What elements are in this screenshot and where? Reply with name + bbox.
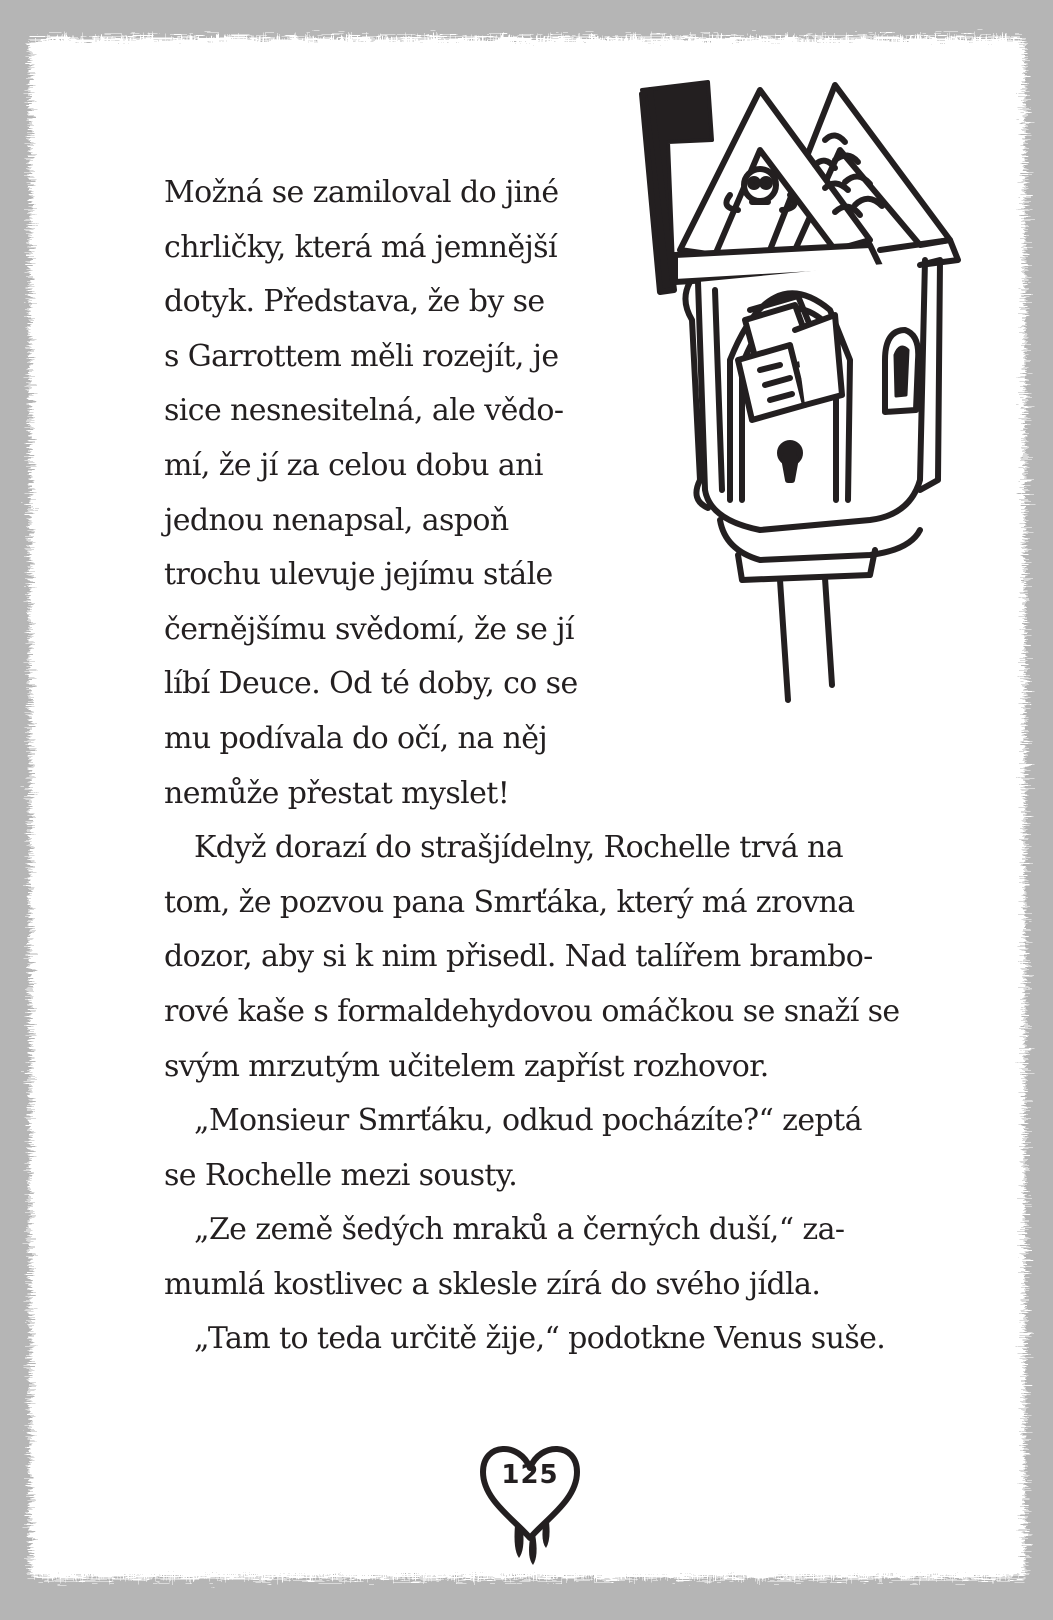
page-number: 125 bbox=[501, 1460, 559, 1490]
text-line: sice nesnesitelná, ale vědo- bbox=[164, 393, 564, 429]
text-line: dozor, aby si k nim přisedl. Nad talířem brambo- bbox=[164, 939, 873, 975]
text-line: Možná se zamiloval do jiné bbox=[164, 175, 559, 210]
text-line: mí, že jí za celou dobu ani bbox=[164, 447, 543, 483]
body-text bbox=[164, 166, 900, 1367]
text-line: tom, že pozvou pana Smrťáka, který má zrovna bbox=[164, 884, 855, 920]
text-line: jednou nenapsal, aspoň bbox=[164, 502, 509, 538]
text-line: s Garrottem měli rozejít, je bbox=[164, 338, 559, 374]
text-line: mu podívala do očí, na něj bbox=[164, 720, 548, 756]
text-line: mumlá kostlivec a sklesle zírá do svého jídla. bbox=[164, 1266, 821, 1302]
text-line: „Monsieur Smrťáku, odkud pocházíte?“ zeptá bbox=[194, 1103, 862, 1139]
text-line: se Rochelle mezi sousty. bbox=[164, 1157, 518, 1193]
heart-icon bbox=[475, 1430, 585, 1570]
text-line: svým mrzutým učitelem zapříst rozhovor. bbox=[164, 1048, 769, 1084]
text-line: černějšímu svědomí, že se jí bbox=[164, 611, 574, 647]
text-line: dotyk. Představa, že by se bbox=[164, 284, 545, 320]
text-line: chrličky, která má jemnější bbox=[164, 229, 557, 265]
text-line: trochu ulevuje jejímu stále bbox=[164, 557, 553, 593]
text-line: rové kaše s formaldehydovou omáčkou se snaží se bbox=[164, 993, 900, 1029]
text-line: líbí Deuce. Od té doby, co se bbox=[164, 666, 578, 702]
text-line: nemůže přestat myslet! bbox=[164, 775, 510, 811]
text-line: „Tam to teda určitě žije,“ podotkne Venus suše. bbox=[194, 1321, 886, 1357]
text-line: „Ze země šedých mraků a černých duší,“ za- bbox=[194, 1212, 845, 1248]
text-line: Když dorazí do strašjídelny, Rochelle trvá na bbox=[194, 830, 843, 866]
